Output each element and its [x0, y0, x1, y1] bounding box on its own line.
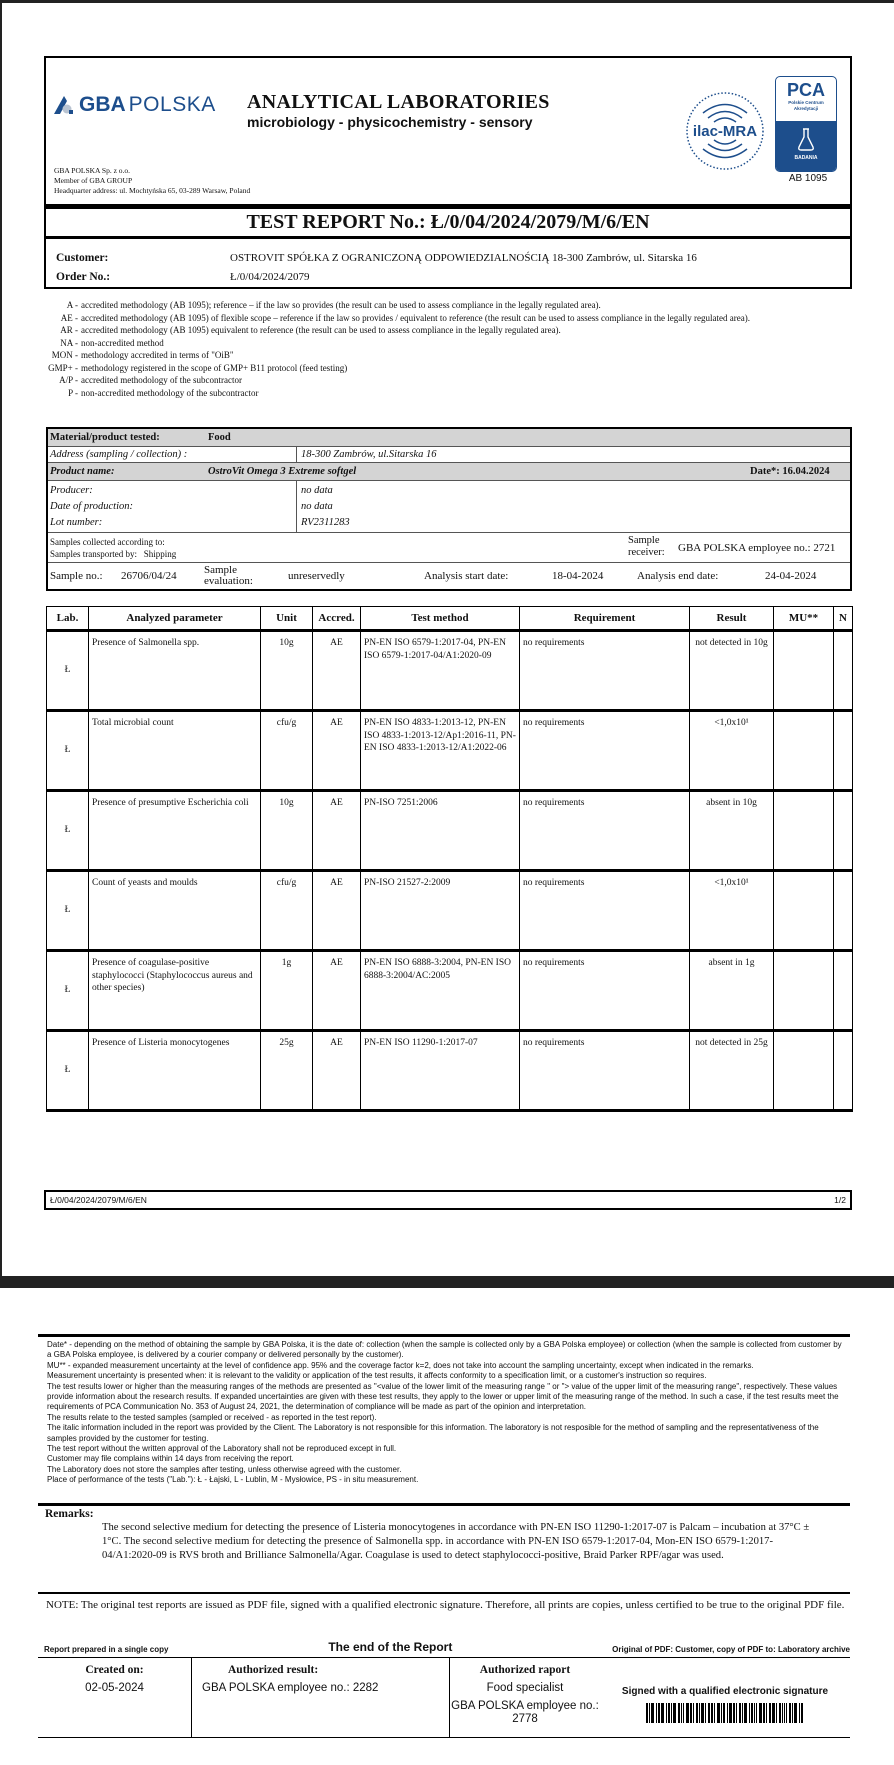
footnote: Date* - depending on the method of obtaining the sample by GBA Polska, it is the date of: collection (when the sample is collected only by a GBA Polska employee) or collection (when the sample is collected from customer by a GBA Polska employee, is delivered by a courier company or delivered personally by the customer).: [47, 1340, 842, 1360]
table-row: [47, 871, 853, 951]
cell-unit: cfu/g: [261, 711, 313, 791]
cell-mu: [774, 951, 834, 1031]
single-copy-note: Report prepared in a single copy: [44, 1645, 169, 1654]
cell-mu: [774, 631, 834, 711]
lot-label: Lot number:: [50, 517, 103, 528]
lab-subtitle: microbiology - physicochemistry - sensory: [247, 114, 533, 130]
cell-method: PN-EN ISO 4833-1:2013-12, PN-EN ISO 4833-1:2013-12/Ap1:2016-11, PN-EN ISO 4833-1:2013-12/A1:2022-06: [361, 711, 520, 791]
col-parameter: Analyzed parameter: [89, 607, 261, 631]
table-row: [47, 631, 853, 711]
customer-box: [44, 239, 852, 289]
material-value: Food: [208, 432, 231, 443]
footnote: MU** - expanded measurement uncertainty at the level of confidence app. 95% and the coverage factor k=2, does not take into account the sampling uncertainty, except when indicated in the remarks.: [47, 1360, 754, 1370]
pca-title: PCA: [786, 80, 825, 100]
production-date-value: no data: [301, 501, 333, 512]
cell-requirement: no requirements: [520, 951, 690, 1031]
cell-mu: [774, 1031, 834, 1111]
cell-accred: AE: [313, 871, 361, 951]
col-method: Test method: [361, 607, 520, 631]
receiver-label: Sample receiver:: [628, 535, 665, 558]
cell-result: <1,0x10¹: [690, 711, 774, 791]
cell-method: PN-ISO 21527-2:2009: [361, 871, 520, 951]
cell-unit: 10g: [261, 631, 313, 711]
cell-unit: 25g: [261, 1031, 313, 1111]
receiver-value: GBA POLSKA employee no.: 2721: [678, 541, 836, 554]
end-date-value: 24-04-2024: [765, 570, 817, 582]
remarks-label: Remarks:: [45, 1508, 94, 1520]
created-label: Created on:: [85, 1664, 144, 1676]
signature-table: [38, 1657, 850, 1738]
cell-result: <1,0x10¹: [690, 871, 774, 951]
footnote: The test report without the written approval of the Laboratory shall not be reproduced except in full.: [47, 1444, 397, 1454]
cell-lab: Ł: [47, 871, 89, 951]
start-date-value: 18-04-2024: [552, 570, 604, 582]
cell-result: not detected in 10g: [690, 631, 774, 711]
legend-item: A/P - accredited methodology of the subcontractor: [59, 375, 242, 385]
report-page-1: [2, 3, 894, 1276]
cell-parameter: Total microbial count: [89, 711, 261, 791]
gba-polska-logo: [52, 93, 216, 117]
signature-barcode-icon: [600, 1703, 850, 1723]
divider: [38, 1592, 850, 1594]
footnote: The test results lower or higher than the measuring ranges of the methods are presented as "<value of the lower limit of the measuring range " or "> value of the upper limit of the measuring range", respectively. These values provide information about the research results. If expanded uncertainties are given with these test results, they apply to the lower or upper limit of the measuring range of the method. In such a case, if the test results meet the requirements of PCA Communication No. 353 of August 24, 2021, the determination of compliance will be made as part of the opinion and interpretation.: [47, 1381, 839, 1412]
cell-parameter: Presence of presumptive Escherichia coli: [89, 791, 261, 871]
col-n: N: [834, 607, 853, 631]
cell-accred: AE: [313, 631, 361, 711]
report-title: TEST REPORT No.: Ł/0/04/2024/2079/M/6/EN: [44, 206, 852, 239]
sample-no-value: 26706/04/24: [121, 570, 177, 582]
lab-title: ANALYTICAL LABORATORIES: [247, 91, 550, 113]
pca-subtitle-1: Polskie Centrum: [788, 100, 824, 105]
legend-item: MON - methodology accredited in terms of "OiB": [51, 350, 234, 360]
authorized-result-value: GBA POLSKA employee no.: 2282: [202, 1682, 379, 1694]
address-label: Address (sampling / collection) :: [50, 447, 297, 462]
sample-info: [46, 427, 852, 591]
cell-accred: AE: [313, 791, 361, 871]
page-footer: [44, 1190, 852, 1210]
cell-parameter: Count of yeasts and moulds: [89, 871, 261, 951]
created-value: 02-05-2024: [85, 1682, 144, 1694]
order-value: Ł/0/04/2024/2079: [230, 271, 310, 283]
cell-n: [834, 791, 853, 871]
cell-mu: [774, 711, 834, 791]
company-group: Member of GBA GROUP: [54, 176, 133, 185]
logo-text-strong: GBA: [79, 93, 126, 116]
svg-text:ilac-MRA: ilac-MRA: [692, 123, 758, 140]
cell-lab: Ł: [47, 791, 89, 871]
order-label: Order No.:: [56, 271, 111, 283]
footnotes: [47, 1340, 847, 1486]
cell-mu: [774, 871, 834, 951]
cell-n: [834, 711, 853, 791]
producer-label: Producer:: [50, 485, 93, 496]
cell-lab: Ł: [47, 951, 89, 1031]
cell-unit: cfu/g: [261, 871, 313, 951]
evaluation-label: Sample evaluation:: [204, 564, 253, 587]
cell-n: [834, 631, 853, 711]
cell-lab: Ł: [47, 631, 89, 711]
accreditation-number: AB 1095: [788, 173, 828, 184]
cell-method: PN-EN ISO 11290-1:2017-07: [361, 1031, 520, 1111]
cell-unit: 10g: [261, 791, 313, 871]
footnote: Place of performance of the tests ("Lab."): Ł - Łajski, L - Lublin, M - Mysłowice, PS - in situ measurement.: [47, 1475, 419, 1485]
cell-parameter: Presence of coagulase-positive staphylococci (Staphylococcus aureus and other species): [89, 951, 261, 1031]
start-date-label: Analysis start date:: [424, 570, 509, 582]
producer-value: no data: [301, 485, 333, 496]
date-label-and-value: Date*: 16.04.2024: [750, 466, 830, 477]
cell-accred: AE: [313, 951, 361, 1031]
pca-accreditation-logo: [775, 76, 837, 172]
cell-parameter: Presence of Listeria monocytogenes: [89, 1031, 261, 1111]
col-mu: MU**: [774, 607, 834, 631]
footnote: The italic information included in the report was provided by the Client. The Laboratory is not responsible for this information. The laboratory is not resposible for the method of sampling and the representativeness of the samples provided by the customer for testing.: [47, 1423, 819, 1443]
pca-subtitle-2: Akredytacji: [793, 106, 819, 111]
pca-badge-label: BADANIA: [794, 155, 818, 161]
legend-item: NA - non-accredited method: [60, 337, 164, 348]
divider: [38, 1503, 850, 1506]
footnote: The results relate to the tested samples (sampled or received - as reported in the test report).: [47, 1412, 377, 1422]
legend-item: A - accredited methodology (AB 1095); reference – if the law so provides (the result can be used to assess compliance in the legally regulated area).: [66, 300, 601, 310]
sample-no-label: Sample no.:: [50, 570, 103, 582]
col-lab: Lab.: [47, 607, 89, 631]
cell-result: absent in 1g: [690, 951, 774, 1031]
remarks-text: The second selective medium for detecting the presence of Listeria monocytogenes in accordance with PN-EN ISO 11290-1:2017-07 is Palcam – incubation at 37°C ± 1°C. The second selective medium for detecting the presence of Salmonella spp. in accordance with PN-EN ISO 6579-1:2017-04, Mon-EN ISO 6579-1:2017-04/A1:2020-09 is RVS broth and Brilliance Salmonella/Agar. Coagulase is used to detect staphylococci-positive, Braid Parker RPF/agar was used.: [102, 1522, 810, 1561]
table-row: [47, 791, 853, 871]
authorized-report-role: Food specialist: [486, 1682, 564, 1694]
signature-label: Signed with a qualified electronic signature: [621, 1686, 829, 1697]
table-row: [47, 711, 853, 791]
cell-requirement: no requirements: [520, 871, 690, 951]
gba-logo-icon: [52, 95, 76, 115]
legend-item: AE - accredited methodology (AB 1095) of flexible scope – reference if the law so provides / equivalent to reference (the result can be used to assess compliance in the legally regulated area).: [60, 312, 750, 323]
end-of-report-row: [44, 1640, 850, 1654]
end-of-report-label: The end of the Report: [328, 1640, 453, 1654]
product-label: Product name:: [50, 466, 115, 477]
footer-page-number: 1/2: [834, 1195, 846, 1205]
footnote: The Laboratory does not store the samples after testing, unless otherwise agreed with the customer.: [47, 1464, 402, 1474]
cell-requirement: no requirements: [520, 631, 690, 711]
transported-value: Shipping: [143, 549, 177, 559]
col-result: Result: [690, 607, 774, 631]
col-accred: Accred.: [313, 607, 361, 631]
footnote: Customer may file complains within 14 days from receiving the report.: [47, 1454, 294, 1464]
logo-text-light: POLSKA: [128, 93, 216, 116]
collected-label: Samples collected according to:: [50, 537, 165, 547]
cell-result: not detected in 25g: [690, 1031, 774, 1111]
production-date-label: Date of production:: [50, 501, 134, 512]
cell-result: absent in 10g: [690, 791, 774, 871]
cell-lab: Ł: [47, 1031, 89, 1111]
authorized-report-value: GBA POLSKA employee no.: 2778: [451, 1700, 599, 1725]
legend-item: AR - accredited methodology (AB 1095) equivalent to reference (the result can be used to assess compliance in the legally regulated area).: [60, 325, 561, 335]
cell-requirement: no requirements: [520, 791, 690, 871]
col-requirement: Requirement: [520, 607, 690, 631]
cell-n: [834, 951, 853, 1031]
cell-lab: Ł: [47, 711, 89, 791]
cell-n: [834, 871, 853, 951]
legend-item: GMP+ - methodology registered in the scope of GMP+ B11 protocol (feed testing): [48, 362, 348, 373]
legend-item: P - non-accredited methodology of the subcontractor: [68, 387, 259, 398]
cell-method: PN-EN ISO 6888-3:2004, PN-EN ISO 6888-3:2004/AC:2005: [361, 951, 520, 1031]
cell-mu: [774, 791, 834, 871]
cell-method: PN-ISO 7251:2006: [361, 791, 520, 871]
evaluation-value: unreservedly: [288, 570, 345, 582]
customer-label: Customer:: [56, 252, 109, 264]
authorized-report-label: Authorized raport: [479, 1664, 571, 1676]
end-date-label: Analysis end date:: [637, 570, 719, 582]
customer-value: OSTROVIT SPÓŁKA Z OGRANICZONĄ ODPOWIEDZIALNOŚCIĄ 18-300 Zambrów, ul. Sitarska 16: [230, 252, 697, 264]
accreditation-legend: [32, 299, 852, 399]
original-pdf-note: Original of PDF: Customer, copy of PDF to: Laboratory archive: [612, 1645, 850, 1654]
cell-parameter: Presence of Salmonella spp.: [89, 631, 261, 711]
cell-n: [834, 1031, 853, 1111]
company-name: GBA POLSKA Sp. z o.o.: [54, 166, 131, 175]
transported-label: Samples transported by:: [50, 549, 137, 559]
table-row: [47, 1031, 853, 1111]
cell-requirement: no requirements: [520, 711, 690, 791]
lot-value: RV2311283: [301, 517, 350, 528]
col-unit: Unit: [261, 607, 313, 631]
results-table: [46, 606, 853, 1112]
flask-icon: [796, 127, 816, 153]
company-info: [54, 166, 250, 196]
company-address: Headquarter address: ul. Mochtyńska 65, 03-289 Warsaw, Poland: [54, 186, 251, 195]
authorized-result-label: Authorized result:: [228, 1664, 319, 1676]
cell-method: PN-EN ISO 6579-1:2017-04, PN-EN ISO 6579-1:2017-04/A1:2020-09: [361, 631, 520, 711]
cell-accred: AE: [313, 711, 361, 791]
product-value: OstroVit Omega 3 Extreme softgel: [208, 466, 357, 477]
footnote: Measurement uncertainty is presented when: it is relevant to the validity or application of the test results, it affects conformity to a specification limit, or a customer's instruction so requires.: [47, 1371, 707, 1381]
material-label: Material/product tested:: [50, 432, 160, 443]
footer-report-ref: Ł/0/04/2024/2079/M/6/EN: [50, 1195, 147, 1205]
cell-accred: AE: [313, 1031, 361, 1111]
divider: [38, 1334, 850, 1337]
results-header-row: [47, 607, 853, 631]
ilac-mra-logo-icon: [685, 91, 765, 171]
cell-requirement: no requirements: [520, 1031, 690, 1111]
cell-unit: 1g: [261, 951, 313, 1031]
pdf-note: NOTE: The original test reports are issued as PDF file, signed with a qualified electronic signature. Therefore, all prints are copies, unless certified to be true to the original PDF file.: [46, 1599, 845, 1611]
table-row: [47, 951, 853, 1031]
address-value: 18-300 Zambrów, ul.Sitarska 16: [301, 449, 437, 460]
